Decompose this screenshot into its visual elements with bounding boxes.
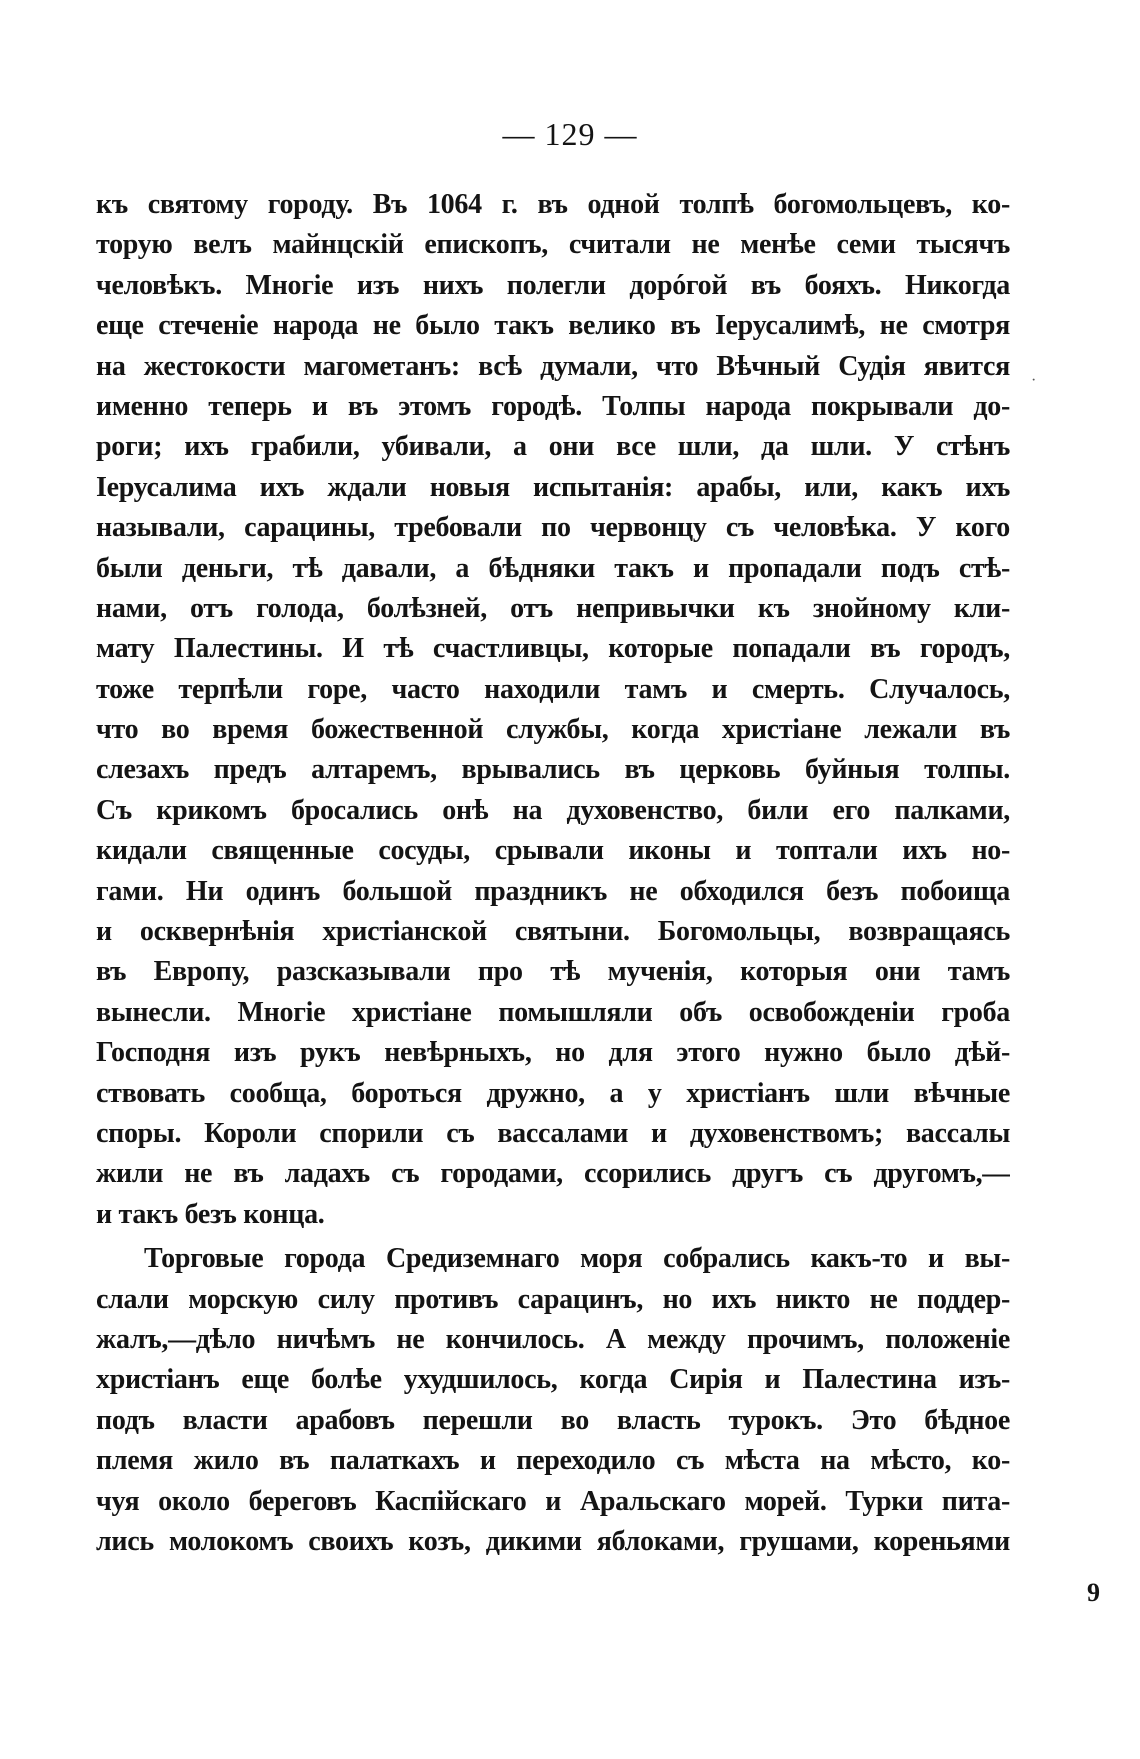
text-line: ствовать сообща, бороться дружно, а у христіанъ шли вѣчные xyxy=(96,1077,1010,1109)
text-line: человѣкъ. Многіе изъ нихъ полегли дорóгой въ бояхъ. Никогда xyxy=(96,269,1010,301)
text-line: Господня изъ рукъ невѣрныхъ, но для этого нужно было дѣй- xyxy=(96,1037,1010,1069)
text-line: къ святому городу. Въ 1064 г. въ одной толпѣ богомольцевъ, ко- xyxy=(96,189,1010,220)
text-line: нами, отъ голода, болѣзней, отъ непривычки къ знойному кли- xyxy=(96,592,1010,624)
text-line: вынесли. Многіе христіане помышляли объ освобожденіи гроба xyxy=(96,996,1010,1028)
text-line: христіанъ еще болѣе ухудшилось, когда Сирія и Палестина изъ- xyxy=(96,1364,1010,1396)
text-line: и такъ безъ конца. xyxy=(96,1198,325,1230)
text-line: именно теперь и въ этомъ городѣ. Толпы народа покрывали до- xyxy=(96,390,1010,422)
text-line: еще стеченіе народа не было такъ велико въ Іерусалимѣ, не смотря xyxy=(96,310,1010,342)
text-line: роги; ихъ грабили, убивали, а они все шли, да шли. У стѣнъ xyxy=(96,431,1010,463)
text-line: въ Европу, разсказывали про тѣ мученія, которыя они тамъ xyxy=(96,956,1010,988)
margin-mark: · xyxy=(1031,372,1037,389)
paragraph xyxy=(96,1239,1010,1562)
text-line: племя жило въ палаткахъ и переходило съ мѣста на мѣсто, ко- xyxy=(96,1445,1010,1477)
text-line: жалъ,—дѣло ничѣмъ не кончилось. А между прочимъ, положеніе xyxy=(96,1323,1010,1355)
text-line: чуя около береговъ Каспійскаго и Аральскаго морей. Турки пита- xyxy=(96,1485,1010,1517)
text-line: гами. Ни одинъ большой праздникъ не обходился безъ побоища xyxy=(96,875,1010,907)
text-line: лись молокомъ своихъ козъ, дикими яблоками, грушами, кореньями xyxy=(96,1525,1010,1557)
text-line: Торговые города Средиземнаго моря собрались какъ-то и вы- xyxy=(144,1243,1010,1275)
text-line: Съ крикомъ бросались онѣ на духовенство, били его палками, xyxy=(96,794,1010,826)
text-line: мату Палестины. И тѣ счастливцы, которые попадали въ городъ, xyxy=(96,633,1010,665)
signature-mark: 9 xyxy=(1087,1578,1100,1607)
text-line: споры. Короли спорили съ вассалами и духовенствомъ; вассалы xyxy=(96,1117,1010,1149)
text-line: кидали священные сосуды, срывали иконы и топтали ихъ но- xyxy=(96,835,1010,867)
text-line: подъ власти арабовъ перешли во власть турокъ. Это бѣдное xyxy=(96,1404,1010,1436)
text-line: слали морскую силу противъ сарацинъ, но ихъ никто не поддер- xyxy=(96,1283,1010,1315)
text-line: жили не въ ладахъ съ городами, ссорились другъ съ другомъ,— xyxy=(96,1158,1010,1190)
text-line: и осквернѣнія христіанской святыни. Богомольцы, возвращаясь xyxy=(96,916,1010,948)
text-line: Іерусалима ихъ ждали новыя испытанія: арабы, или, какъ ихъ xyxy=(96,471,1010,503)
page-header: — 129 — xyxy=(502,116,638,152)
text-line: слезахъ предъ алтаремъ, врывались въ церковь буйныя толпы. xyxy=(96,754,1010,786)
text-line: что во время божественной службы, когда христіане лежали въ xyxy=(96,714,1010,746)
text-line: тоже терпѣли горе, часто находили тамъ и смерть. Случалось, xyxy=(96,673,1010,705)
text-line: торую велъ майнцскій епископъ, считали не менѣе семи тысячъ xyxy=(96,229,1010,261)
paragraph xyxy=(96,185,1010,1235)
text-line: на жестокости магометанъ: всѣ думали, что Вѣчный Судія явится xyxy=(96,350,1010,382)
text-line: были деньги, тѣ давали, а бѣдняки такъ и пропадали подъ стѣ- xyxy=(96,552,1010,584)
text-line: называли, сарацины, требовали по червонцу съ человѣка. У кого xyxy=(96,512,1010,544)
body-text xyxy=(96,185,1010,1562)
